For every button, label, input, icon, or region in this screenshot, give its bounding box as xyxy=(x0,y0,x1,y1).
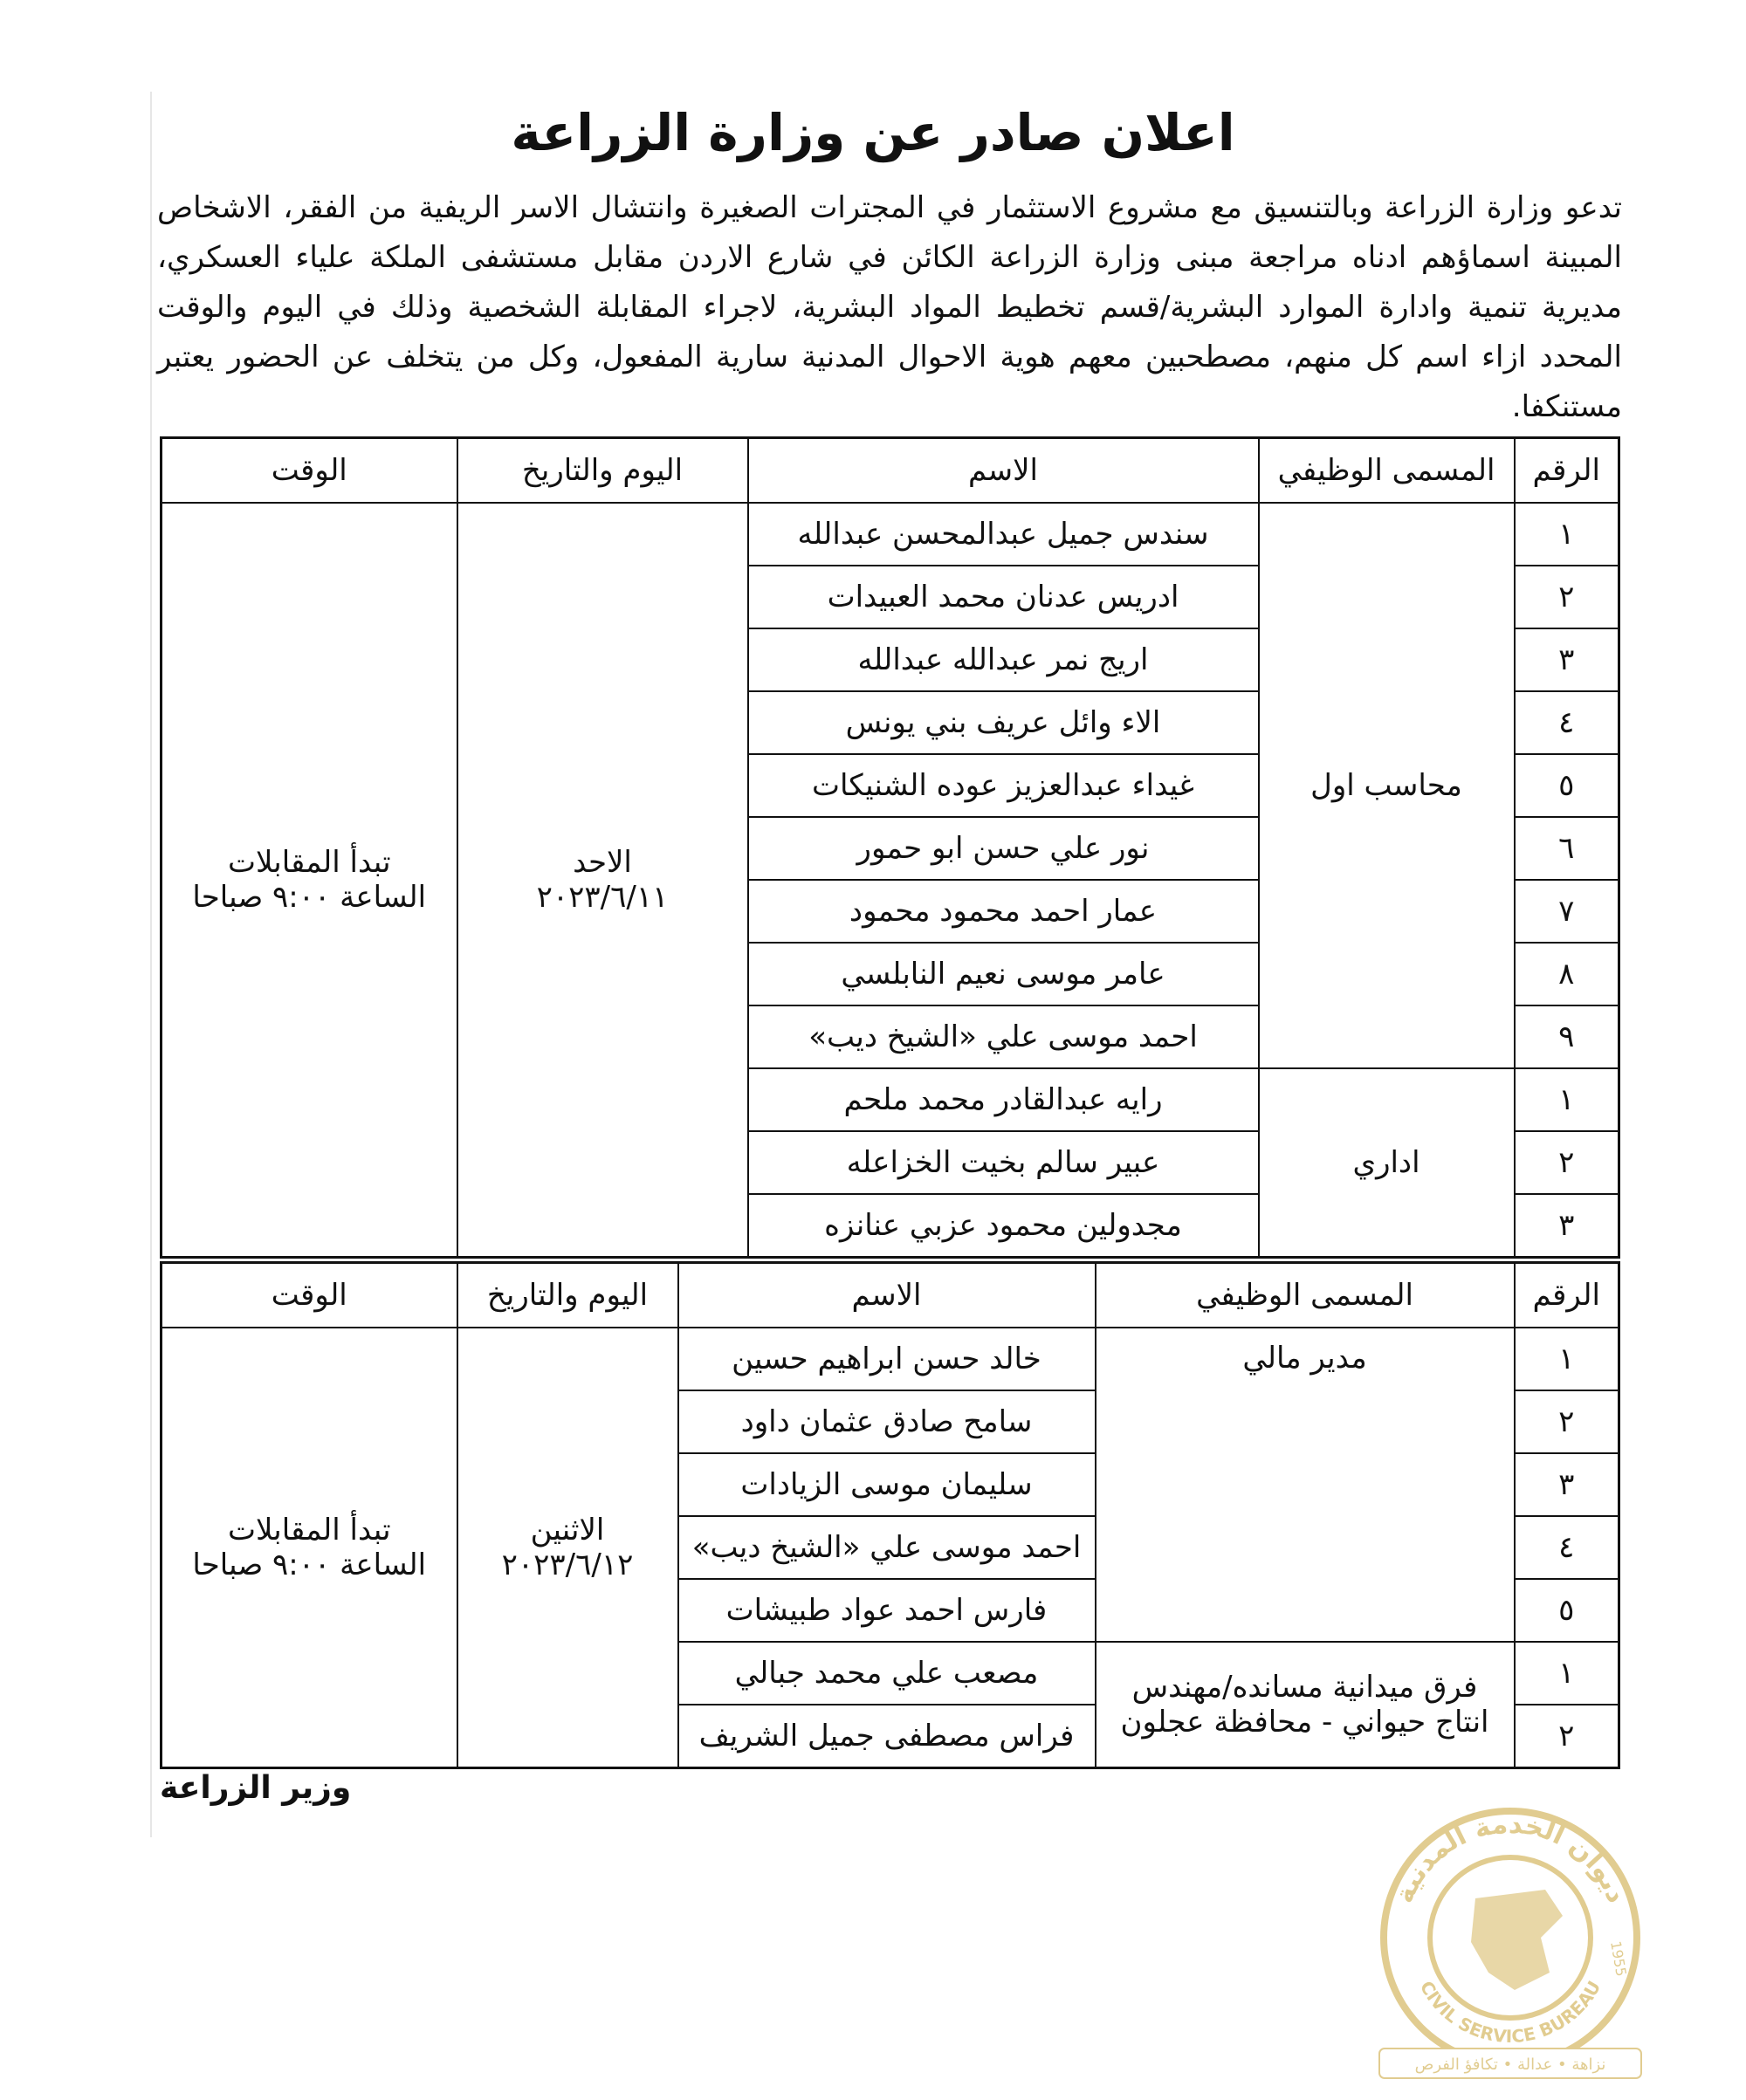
interview-time-line2: الساعة ٩:٠٠ صباحا xyxy=(192,880,427,915)
row-number: ٢ xyxy=(1515,1390,1619,1453)
row-number: ١ xyxy=(1515,1642,1619,1705)
row-number: ٦ xyxy=(1515,817,1619,880)
interview-table-1 xyxy=(160,436,1620,1259)
row-number: ٣ xyxy=(1515,1453,1619,1516)
table-row xyxy=(162,503,1619,566)
row-number: ٥ xyxy=(1515,754,1619,817)
applicant-name: ادريس عدنان محمد العبيدات xyxy=(748,566,1259,628)
job-title: محاسب اول xyxy=(1259,503,1515,1068)
applicant-name: فارس احمد عواد طبيشات xyxy=(678,1579,1096,1642)
row-number: ٤ xyxy=(1515,1516,1619,1579)
applicant-name: رايه عبدالقادر محمد ملحم xyxy=(748,1068,1259,1131)
header-name: الاسم xyxy=(678,1263,1096,1328)
applicant-name: اريج نمر عبدالله عبدالله xyxy=(748,628,1259,691)
applicant-name: فراس مصطفى جميل الشريف xyxy=(678,1705,1096,1768)
row-number: ٢ xyxy=(1515,1131,1619,1194)
job-title-line1: فرق ميدانية مسانده/مهندس xyxy=(1131,1670,1478,1705)
job-title xyxy=(1096,1642,1515,1768)
row-number: ١ xyxy=(1515,1328,1619,1390)
row-number: ٢ xyxy=(1515,1705,1619,1768)
job-title-line2: انتاج حيواني - محافظة عجلون xyxy=(1120,1705,1489,1740)
interview-time-line1: تبدأ المقابلات xyxy=(227,1513,391,1548)
row-number: ٥ xyxy=(1515,1579,1619,1642)
stamp-arabic-text: ديوان الخدمة المدنية xyxy=(1388,1808,1633,1908)
row-number: ٧ xyxy=(1515,880,1619,943)
applicant-name: خالد حسن ابراهيم حسين xyxy=(678,1328,1096,1390)
interview-time xyxy=(162,503,457,1258)
table-row xyxy=(162,1328,1619,1390)
interview-date-value: ٢٠٢٣/٦/١٢ xyxy=(501,1548,634,1582)
header-name: الاسم xyxy=(748,438,1259,504)
row-number: ٢ xyxy=(1515,566,1619,628)
interview-date xyxy=(457,503,748,1258)
header-time: الوقت xyxy=(162,438,457,504)
applicant-name: مصعب علي محمد جبالي xyxy=(678,1642,1096,1705)
row-number: ٤ xyxy=(1515,691,1619,754)
applicant-name: عامر موسى نعيم النابلسي xyxy=(748,943,1259,1005)
job-title: اداري xyxy=(1259,1068,1515,1258)
interview-table-2 xyxy=(160,1261,1620,1769)
jordan-map-icon xyxy=(1471,1890,1563,1990)
row-number: ١ xyxy=(1515,1068,1619,1131)
stamp-year: 1955 xyxy=(1607,1939,1630,1978)
header-date: اليوم والتاريخ xyxy=(457,1263,678,1328)
interview-date-value: ٢٠٢٣/٦/١١ xyxy=(536,880,669,915)
row-number: ٣ xyxy=(1515,628,1619,691)
job-title: مدير مالي xyxy=(1096,1328,1515,1642)
intro-paragraph: تدعو وزارة الزراعة وبالتنسيق مع مشروع الاستثمار في المجترات الصغيرة وانتشال الاسر الريفية من الفقر، الاشخاص المبينة اسماؤهم ادناه مراجعة مبنى وزارة الزراعة الكائن في شارع الاردن مقابل مستشفى الملكة علياء العسكري، مديرية تنمية وادارة الموارد البشرية/قسم تخطيط المواد البشرية، لاجراء المقابلة الشخصية وذلك في اليوم والوقت المحدد ازاء اسم كل منهم، مصطحبين معهم هوية الاحوال المدنية سارية المفعول، وكل من يتخلف عن الحضور يعتبر مستنكفا. xyxy=(157,190,1622,424)
applicant-name: سامح صادق عثمان داود xyxy=(678,1390,1096,1453)
signature: وزير الزراعة xyxy=(160,1770,352,1806)
interview-day: الاثنين xyxy=(530,1513,605,1548)
row-number: ١ xyxy=(1515,503,1619,566)
row-number: ٨ xyxy=(1515,943,1619,1005)
row-number: ٣ xyxy=(1515,1194,1619,1258)
stamp-english-text: CIVIL SERVICE BUREAU xyxy=(1415,1977,1605,2048)
header-job: المسمى الوظيفي xyxy=(1259,438,1515,504)
header-num: الرقم xyxy=(1515,1263,1619,1328)
civil-service-bureau-stamp xyxy=(1327,1785,1694,2082)
interview-date xyxy=(457,1328,678,1768)
interview-day: الاحد xyxy=(573,845,632,880)
stamp-motto: نزاهة • عدالة • تكافؤ الفرص xyxy=(1414,2055,1606,2074)
applicant-name: عمار احمد محمود محمود xyxy=(748,880,1259,943)
applicant-name: مجدولين محمود عزبي عنانزه xyxy=(748,1194,1259,1258)
applicant-name: عبير سالم بخيت الخزاعله xyxy=(748,1131,1259,1194)
applicant-name: سندس جميل عبدالمحسن عبدالله xyxy=(748,503,1259,566)
header-num: الرقم xyxy=(1515,438,1619,504)
row-number: ٩ xyxy=(1515,1005,1619,1068)
applicant-name: الاء وائل عريف بني يونس xyxy=(748,691,1259,754)
header-date: اليوم والتاريخ xyxy=(457,438,748,504)
applicant-name: احمد موسى علي «الشيخ ديب» xyxy=(748,1005,1259,1068)
applicant-name: سليمان موسى الزيادات xyxy=(678,1453,1096,1516)
interview-time-line2: الساعة ٩:٠٠ صباحا xyxy=(192,1548,427,1582)
header-job: المسمى الوظيفي xyxy=(1096,1263,1515,1328)
applicant-name: غيداء عبدالعزيز عوده الشنيكات xyxy=(748,754,1259,817)
margin-line xyxy=(150,92,152,1837)
interview-time xyxy=(162,1328,457,1768)
page-title: اعلان صادر عن وزارة الزراعة xyxy=(511,103,1235,162)
header-time: الوقت xyxy=(162,1263,457,1328)
interview-time-line1: تبدأ المقابلات xyxy=(227,845,391,880)
applicant-name: احمد موسى علي «الشيخ ديب» xyxy=(678,1516,1096,1579)
applicant-name: نور علي حسن ابو حمور xyxy=(748,817,1259,880)
